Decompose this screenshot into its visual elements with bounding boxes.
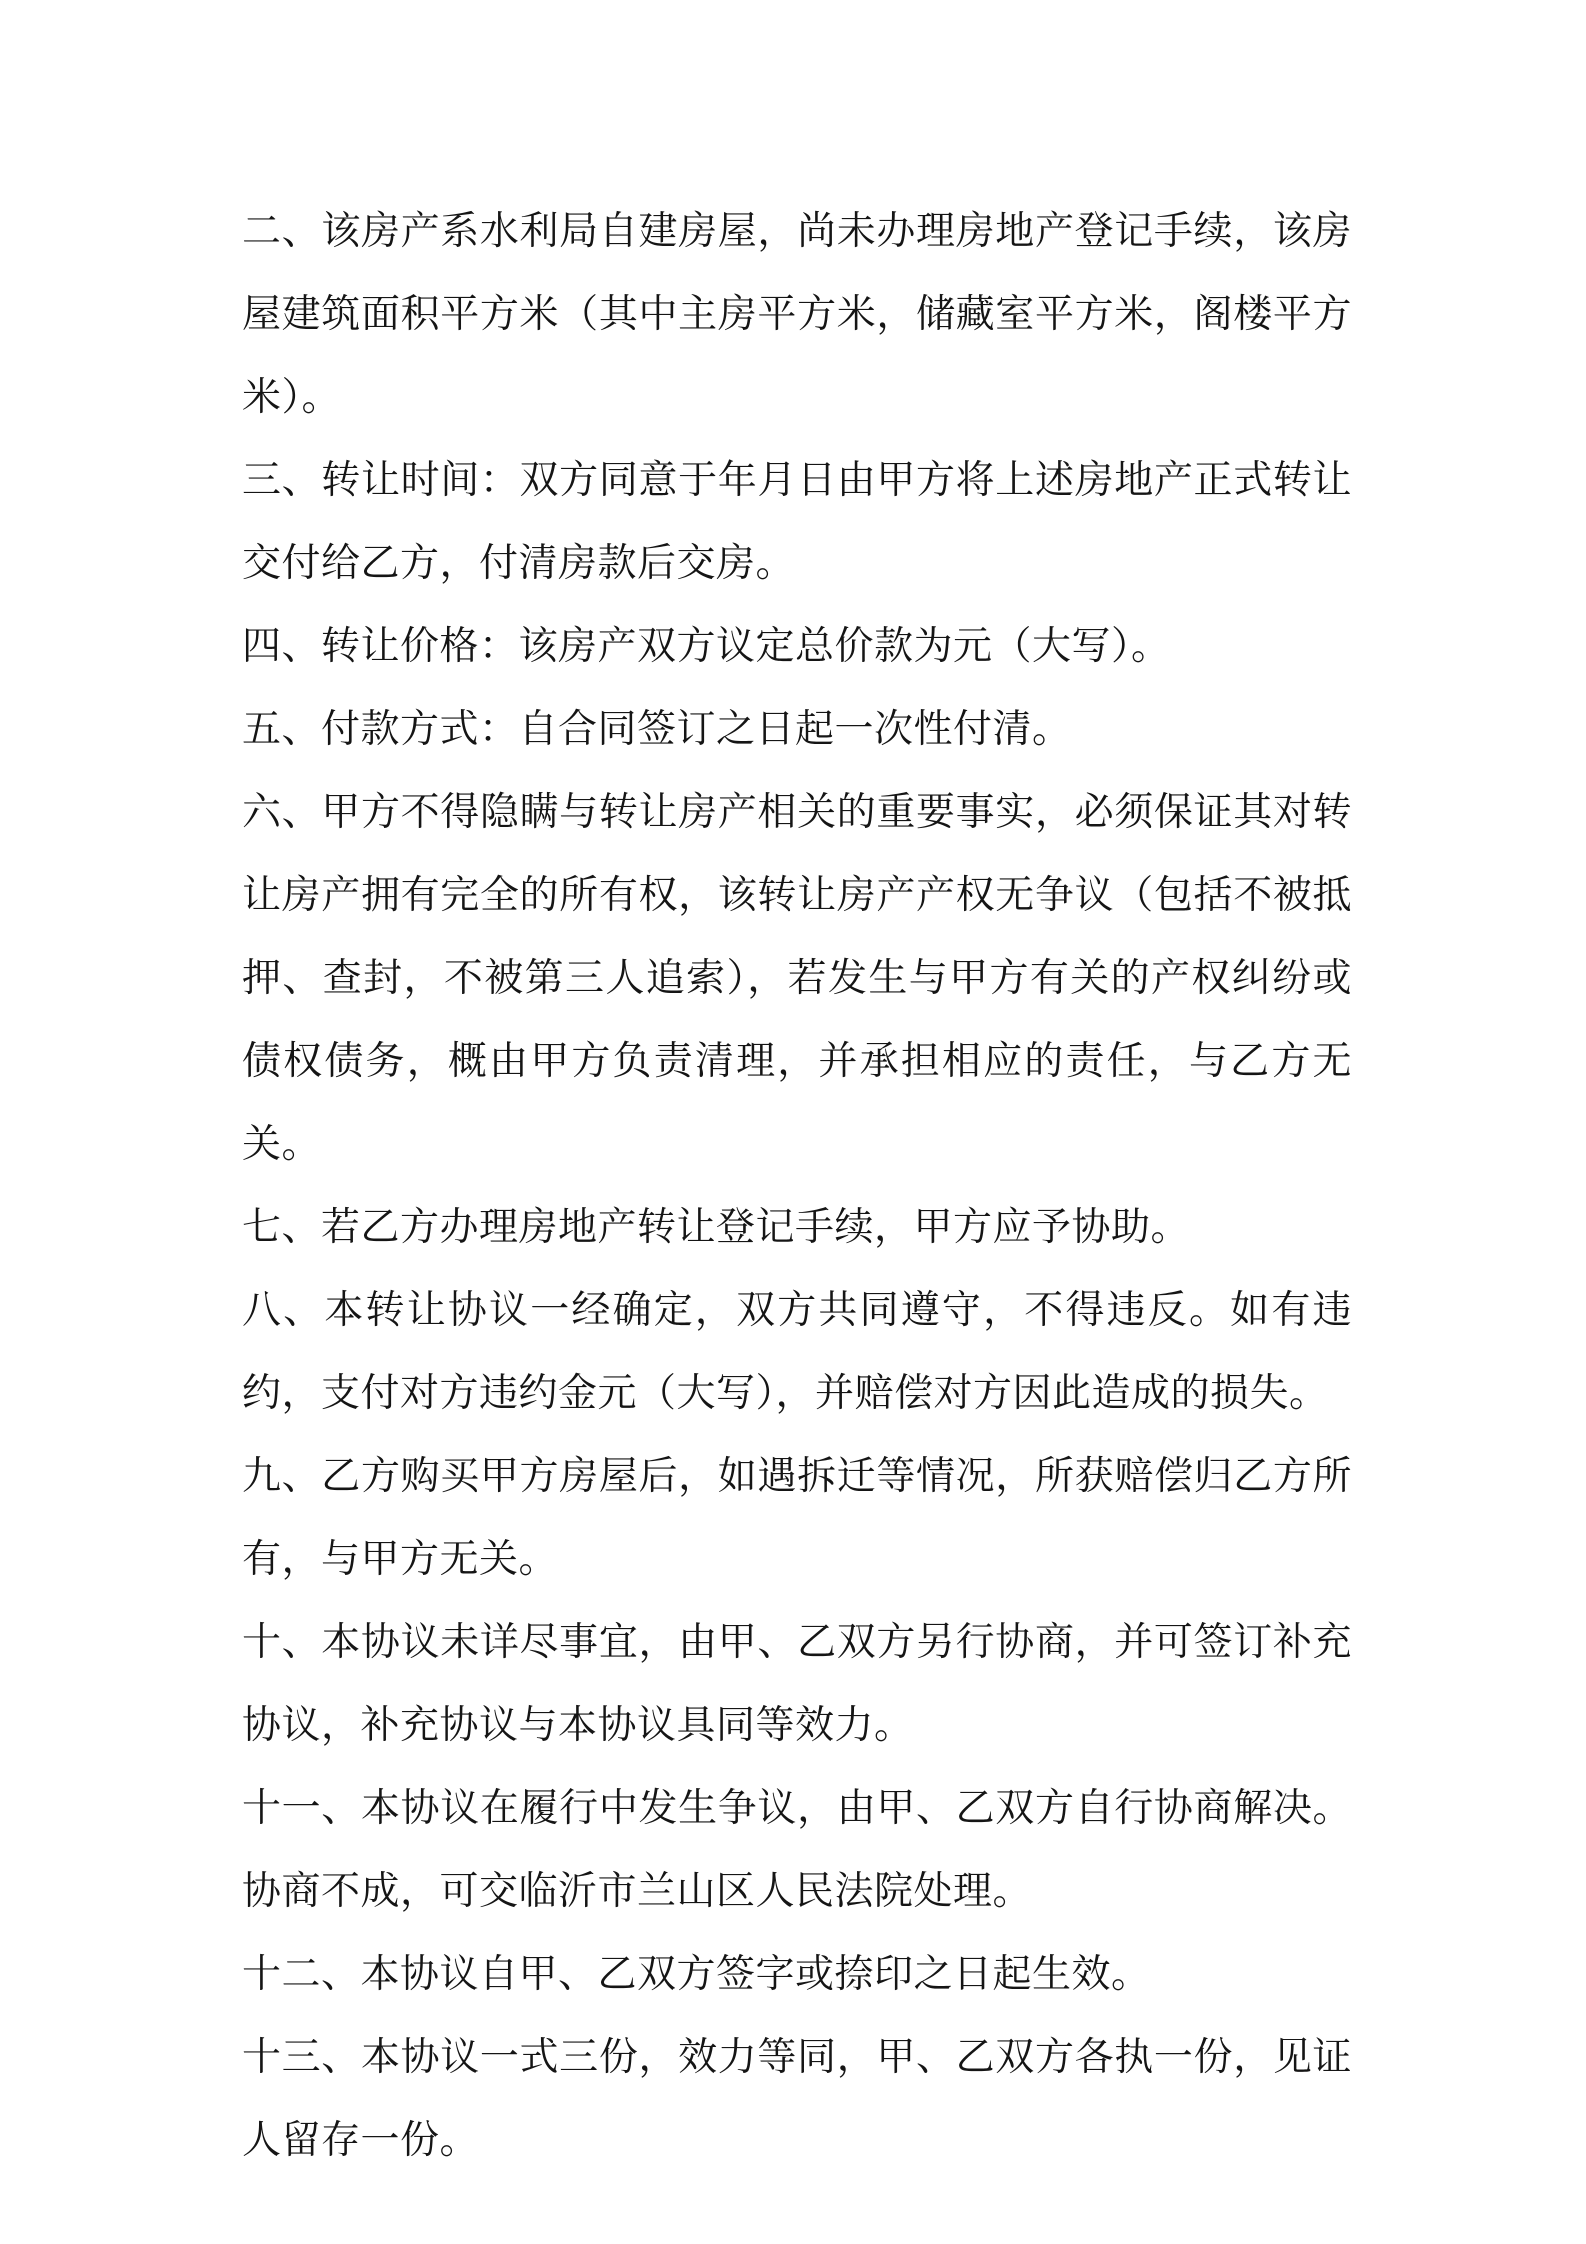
clause-3: 三、转让时间：双方同意于年月日由甲方将上述房地产正式转让交付给乙方，付清房款后交房。 [242, 458, 1352, 586]
clause-7: 七、若乙方办理房地产转让登记手续，甲方应予协助。 [242, 1205, 1191, 1250]
clause-2: 二、该房产系水利局自建房屋，尚未办理房地产登记手续，该房屋建筑面积平方米（其中主房平方米，储藏室平方米，阁楼平方米）。 [242, 209, 1352, 420]
clause-8: 八、本转让协议一经确定，双方共同遵守，不得违反。如有违约，支付对方违约金元（大写），并赔偿对方因此造成的损失。 [242, 1288, 1352, 1416]
clause-11: 十一、本协议在履行中发生争议，由甲、乙双方自行协商解决。协商不成，可交临沂市兰山区人民法院处理。 [242, 1786, 1352, 1914]
agreement-body [242, 190, 1352, 2182]
clause-13: 十三、本协议一式三份，效力等同，甲、乙双方各执一份，见证人留存一份。 [242, 2035, 1352, 2163]
clause-4: 四、转让价格：该房产双方议定总价款为元（大写）。 [242, 624, 1171, 669]
clause-5: 五、付款方式：自合同签订之日起一次性付清。 [242, 707, 1072, 752]
clause-10: 十、本协议未详尽事宜，由甲、乙双方另行协商，并可签订补充协议，补充协议与本协议具同等效力。 [242, 1620, 1352, 1748]
clause-12: 十二、本协议自甲、乙双方签字或捺印之日起生效。 [242, 1952, 1151, 1997]
clause-6: 六、甲方不得隐瞒与转让房产相关的重要事实，必须保证其对转让房产拥有完全的所有权，该转让房产产权无争议（包括不被抵押、查封，不被第三人追索），若发生与甲方有关的产权纠纷或债权债务，概由甲方负责清理，并承担相应的责任，与乙方无关。 [242, 790, 1352, 1167]
clause-9: 九、乙方购买甲方房屋后，如遇拆迁等情况，所获赔偿归乙方所有，与甲方无关。 [242, 1454, 1352, 1582]
